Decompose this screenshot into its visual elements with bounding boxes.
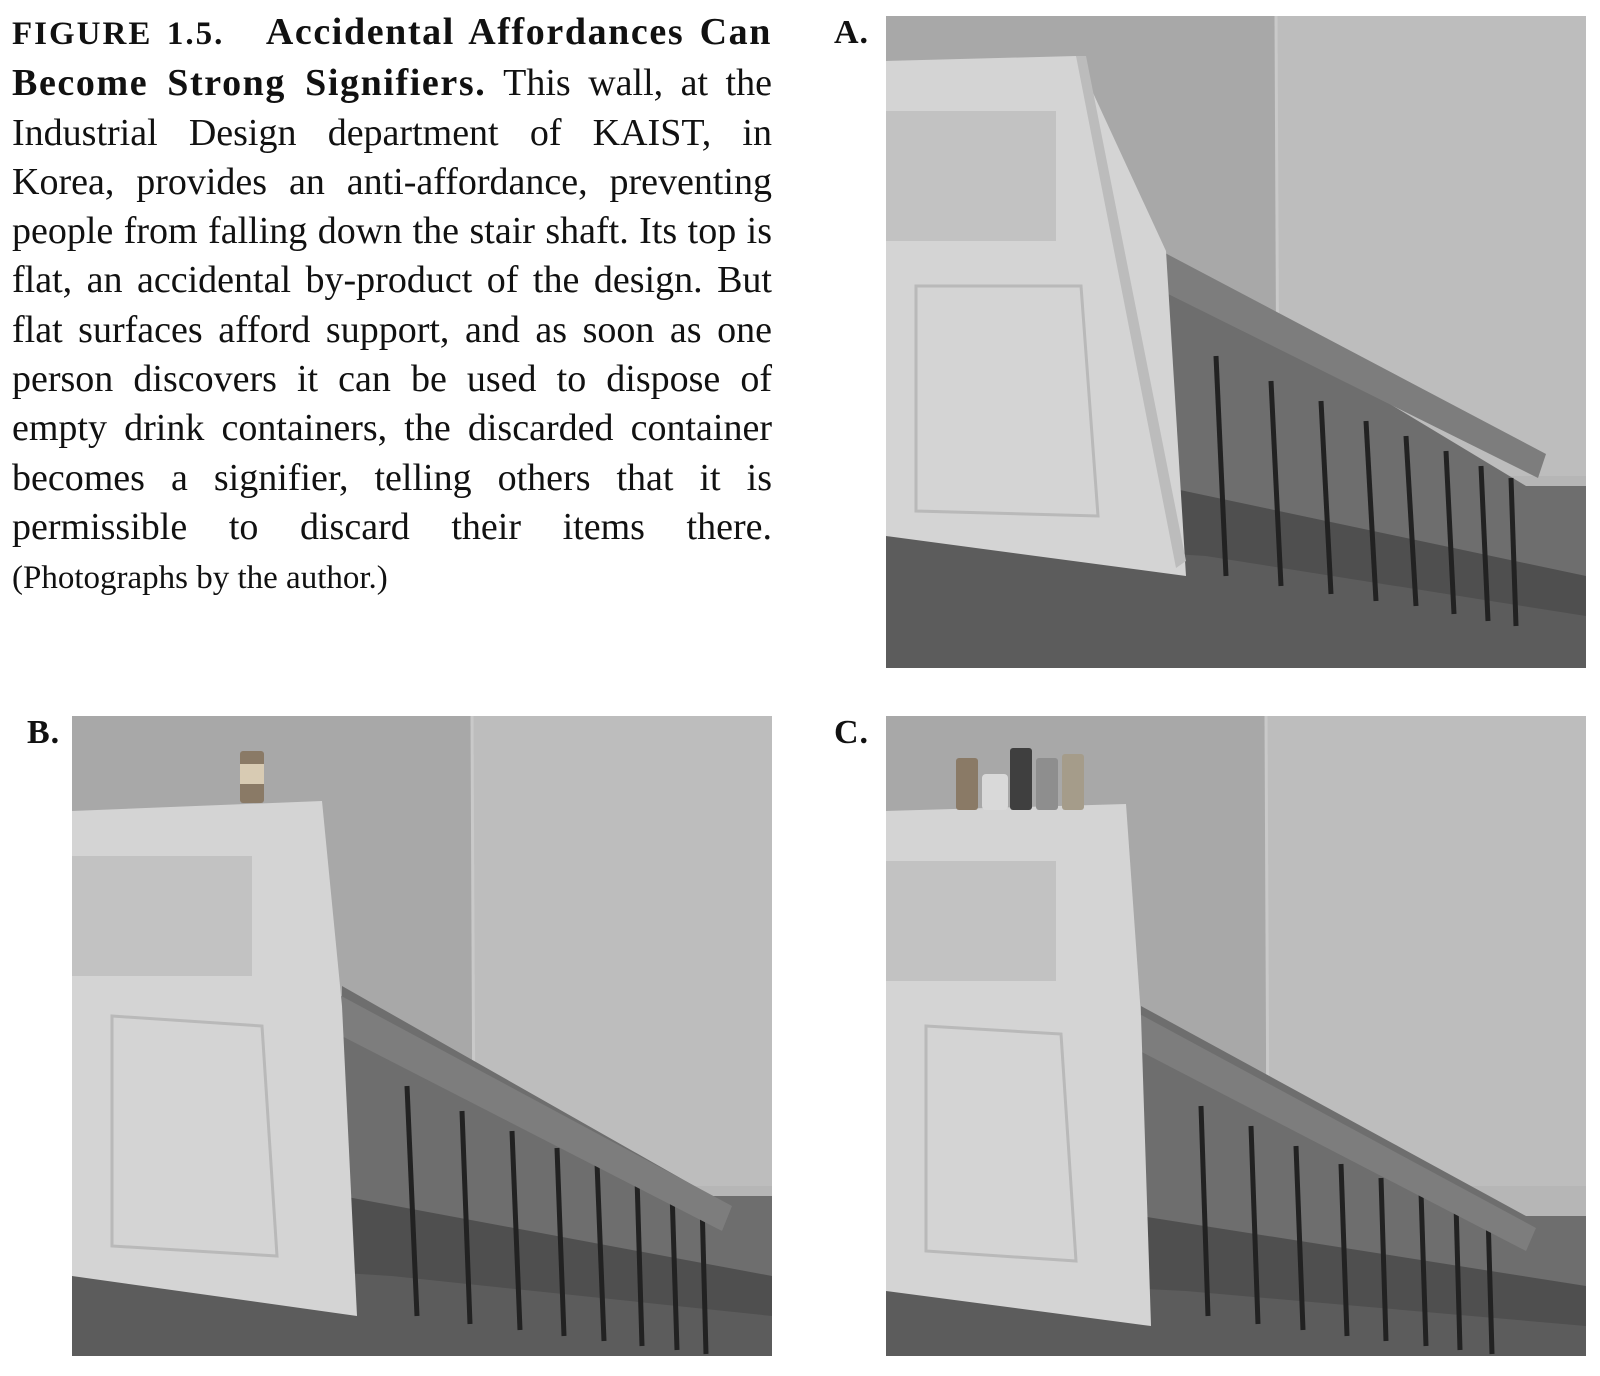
stairwell-photo-b <box>72 716 772 1356</box>
photo-a <box>886 16 1586 668</box>
figure-label: FIGURE 1.5. <box>12 16 225 52</box>
drink-container <box>240 751 264 803</box>
panel-a-label: A. <box>834 14 870 51</box>
stairwell-photo-a <box>886 16 1586 668</box>
figure-body: This wall, at the Industrial Design department of KAIST, in Korea, provides an anti-affordance, preventing people from falling down the stair shaft. Its top is flat, an accidental by-product of the design. But flat surfaces afford support, and as soon as one person discovers it can be used to dispose of empty drink containers, the discarded container becomes a signifier, telling others that it is permissible to discard their items there. <box>12 62 772 548</box>
panel-c-label: C. <box>834 714 870 751</box>
figure-title: Accidental Affordances Can Become Strong Signifiers. <box>12 11 773 105</box>
panel-b-label: B. <box>27 714 61 751</box>
figure-caption <box>12 8 772 604</box>
stairwell-photo-c <box>886 716 1586 1356</box>
photo-credit: (Photographs by the author.) <box>12 560 388 597</box>
photo-c <box>886 716 1586 1356</box>
photo-b <box>72 716 772 1356</box>
